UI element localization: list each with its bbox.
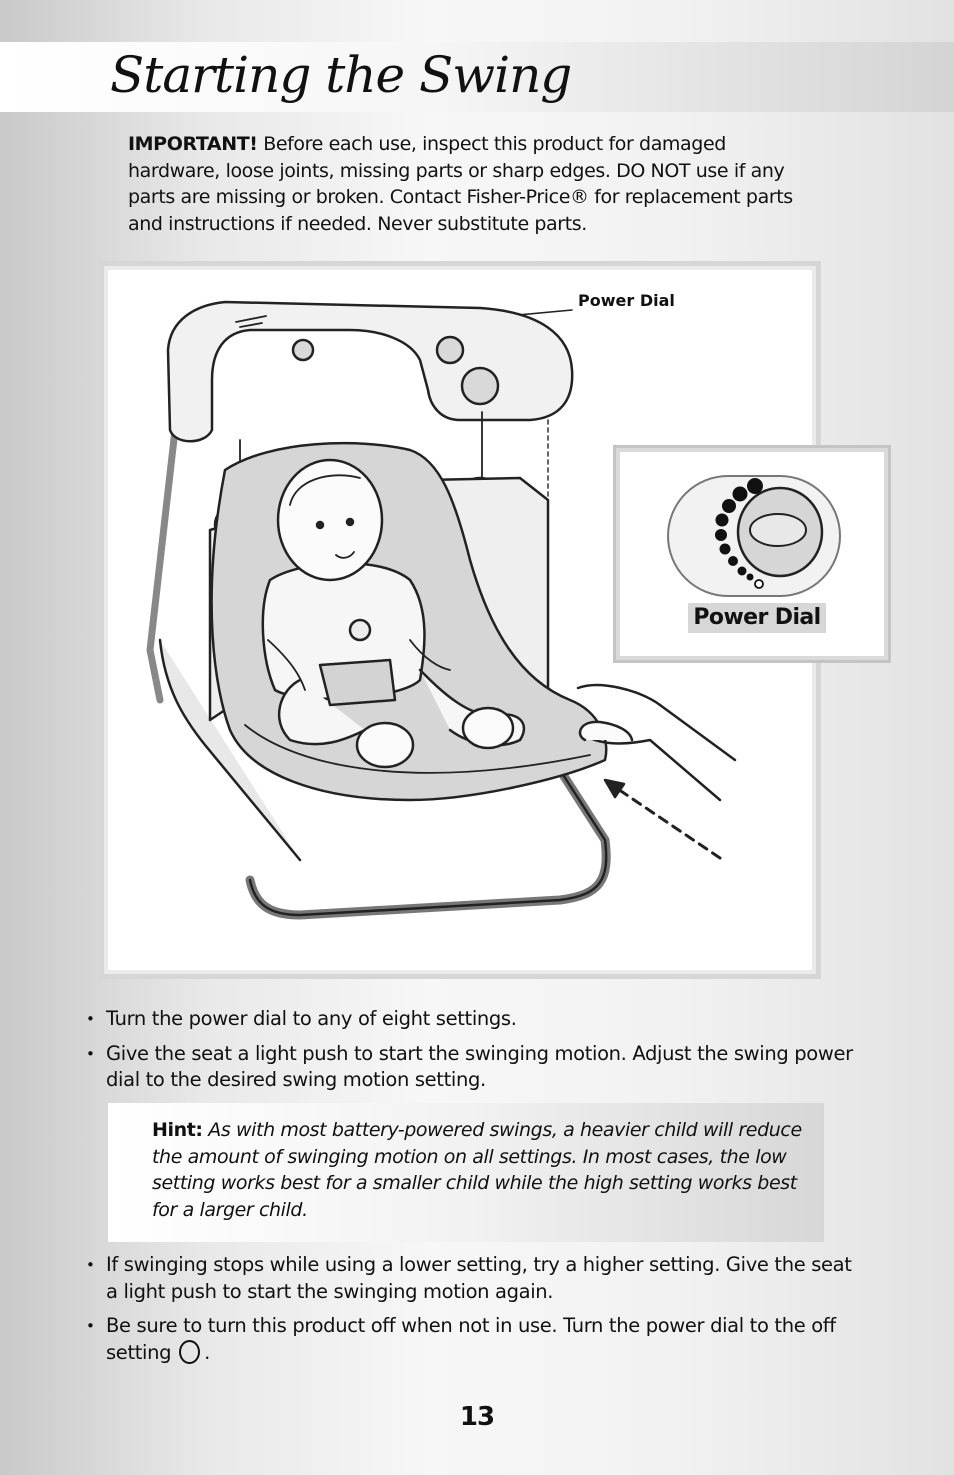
- list-item: [86, 1313, 866, 1366]
- important-text: Before each use, inspect this product for damaged hardware, loose joints, missing parts or sharp edges. DO NOT use if any parts are missing or broken. Contact Fisher-Price® for replacement parts and instructions if needed. Never substitute parts.: [128, 133, 793, 235]
- off-setting-circle-icon: [179, 1340, 200, 1364]
- dial-dot-8: [738, 567, 747, 576]
- dial-dot-3: [722, 499, 736, 513]
- hint-body: As with most battery-powered swings, a heavier child will reduce the amount of swinging motion on all settings. In most cases, the low setting works best for a smaller child while the high setting works best for a larger child.: [152, 1119, 802, 1221]
- hint-label: Hint:: [152, 1119, 203, 1141]
- dial-dot-6: [720, 544, 731, 555]
- list-item: • Give the seat a light push to start the swinging motion. Adjust the swing power dial to the desired swing motion setting.: [86, 1041, 866, 1094]
- list-item: • Turn the power dial to any of eight settings.: [86, 1006, 866, 1033]
- important-label: IMPORTANT!: [128, 133, 258, 155]
- dial-knob-grip: [750, 514, 806, 546]
- page-title: Starting the Swing: [110, 46, 572, 104]
- power-dial-label: Power Dial: [688, 603, 826, 633]
- dial-dot-7: [728, 556, 738, 566]
- instructions-list-bottom: [86, 1252, 866, 1374]
- dial-dot-2: [733, 487, 748, 502]
- dial-dot-4: [716, 514, 729, 527]
- list-item-suffix: .: [204, 1340, 211, 1364]
- list-item: • If swinging stops while using a lower setting, try a higher setting. Give the seat a light push to start the swinging motion again.: [86, 1252, 866, 1305]
- dial-dot-1: [747, 478, 763, 494]
- dial-dot-5: [715, 529, 727, 541]
- dial-dot-9: [747, 574, 754, 581]
- dial-off-setting-icon: [755, 580, 763, 588]
- power-dial-callout-label: Power Dial: [578, 291, 675, 310]
- page-number: 13: [459, 1402, 495, 1432]
- hint-text: [152, 1117, 802, 1223]
- list-item-text: Be sure to turn this product off when not in use. Turn the power dial to the off setting: [106, 1314, 836, 1364]
- instructions-list-top: [86, 1006, 866, 1102]
